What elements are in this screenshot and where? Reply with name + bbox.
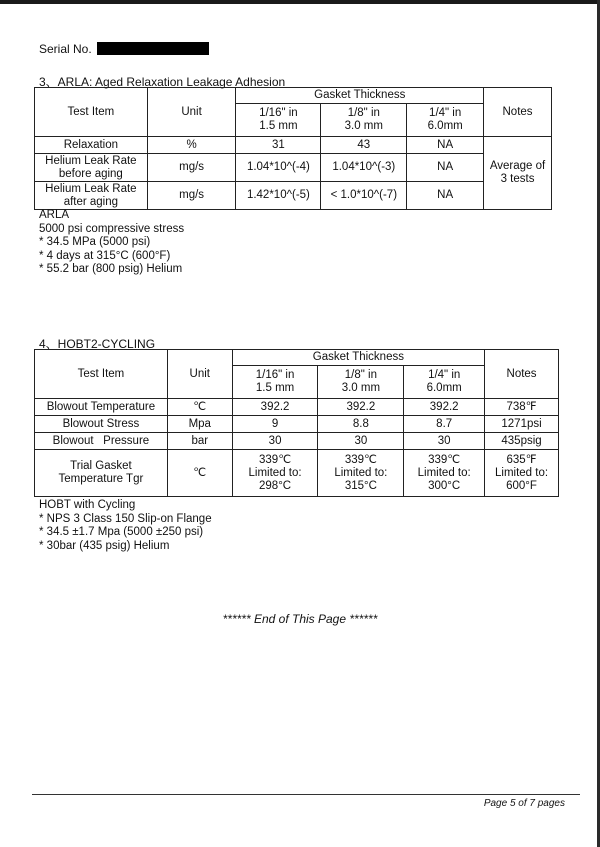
note-line: * 34.5 MPa (5000 psi) — [39, 236, 151, 248]
header-thickness-1: 1/16" in 1.5 mm — [236, 104, 321, 137]
row-item: Blowout Pressure — [35, 433, 168, 450]
footer-divider — [32, 794, 580, 795]
row-value: 31 — [236, 137, 321, 154]
section-3-heading: 3、ARLA: Aged Relaxation Leakage Adhesion — [39, 75, 286, 89]
row-value: 339℃ Limited to: 300°C — [404, 450, 485, 497]
row-value: 8.8 — [318, 416, 404, 433]
header-notes: Notes — [485, 350, 559, 399]
table-row — [35, 399, 559, 416]
header-thickness-1: 1/16" in 1.5 mm — [232, 366, 318, 399]
header-notes: Notes — [484, 88, 552, 137]
note-line: * 30bar (435 psig) Helium — [39, 539, 170, 552]
row-value: 1.04*10^(-3) — [321, 154, 407, 182]
row-value: 8.7 — [404, 416, 485, 433]
header-gasket-thickness: Gasket Thickness — [236, 88, 484, 104]
row-value: 339℃ Limited to: 298°C — [232, 450, 318, 497]
header-test-item: Test Item — [35, 350, 168, 399]
row-value: 392.2 — [232, 399, 318, 416]
row-item: Helium Leak Rate after aging — [35, 182, 148, 210]
row-value: 1.42*10^(-5) — [236, 182, 321, 210]
table-row — [35, 154, 552, 182]
row-value: 392.2 — [318, 399, 404, 416]
row-item: Helium Leak Rate before aging — [35, 154, 148, 182]
note-line: HOBT with Cycling — [39, 499, 136, 511]
note-line: * NPS 3 Class 150 Slip-on Flange — [39, 512, 212, 525]
header-thickness-2: 1/8" in 3.0 mm — [318, 366, 404, 399]
end-of-page-marker: ****** End of This Page ****** — [222, 612, 378, 626]
table-row — [35, 450, 559, 497]
header-unit: Unit — [167, 350, 232, 399]
page-number: Page 5 of 7 pages — [483, 798, 565, 809]
arla-notes — [39, 209, 184, 277]
header-thickness-2: 1/8" in 3.0 mm — [321, 104, 407, 137]
row-item: Relaxation — [35, 137, 148, 154]
table-row — [35, 433, 559, 450]
row-value: 30 — [232, 433, 318, 450]
row-note: 435psig — [485, 433, 559, 450]
row-value: 43 — [321, 137, 407, 154]
row-unit: mg/s — [147, 154, 236, 182]
serial-redaction — [97, 42, 209, 55]
row-value: 30 — [404, 433, 485, 450]
row-item: Blowout Stress — [35, 416, 168, 433]
hobt-table — [34, 349, 559, 497]
hobt-notes — [39, 499, 212, 553]
row-unit: Mpa — [167, 416, 232, 433]
row-value: 9 — [232, 416, 318, 433]
row-item: Trial Gasket Temperature Tgr — [35, 450, 168, 497]
note-line: * 4 days at 315°C (600°F) — [39, 249, 171, 262]
note-line: 5000 psi compressive stress — [39, 222, 185, 235]
note-line: ARLA — [39, 209, 70, 221]
table-row — [35, 137, 552, 154]
row-value: 1.04*10^(-4) — [236, 154, 321, 182]
serial-label: Serial No. — [39, 42, 92, 56]
row-value: 30 — [318, 433, 404, 450]
row-unit: bar — [167, 433, 232, 450]
header-test-item: Test Item — [35, 88, 148, 137]
table-row — [35, 416, 559, 433]
row-value: < 1.0*10^(-7) — [321, 182, 407, 210]
notes-average: Average of 3 tests — [484, 137, 552, 210]
row-value: NA — [407, 154, 484, 182]
row-note: 738℉ — [485, 399, 559, 416]
note-line: * 34.5 ±1.7 Mpa (5000 ±250 psi) — [39, 526, 204, 538]
header-unit: Unit — [147, 88, 236, 137]
row-note: 635℉ Limited to: 600°F — [485, 450, 559, 497]
row-unit: % — [147, 137, 236, 154]
table-row — [35, 182, 552, 210]
scan-edge-top — [0, 0, 600, 4]
header-thickness-3: 1/4" in 6.0mm — [407, 104, 484, 137]
row-value: NA — [407, 182, 484, 210]
row-value: NA — [407, 137, 484, 154]
row-note: 1271psi — [485, 416, 559, 433]
row-unit: ℃ — [167, 450, 232, 497]
row-value: 392.2 — [404, 399, 485, 416]
header-thickness-3: 1/4" in 6.0mm — [404, 366, 485, 399]
row-unit: ℃ — [167, 399, 232, 416]
arla-table — [34, 87, 552, 210]
row-item: Blowout Temperature — [35, 399, 168, 416]
row-value: 339℃ Limited to: 315°C — [318, 450, 404, 497]
note-line: * 55.2 bar (800 psig) Helium — [39, 263, 183, 275]
serial-number — [39, 42, 209, 56]
row-unit: mg/s — [147, 182, 236, 210]
section-4-heading: 4、HOBT2-CYCLING — [39, 337, 156, 351]
header-gasket-thickness: Gasket Thickness — [232, 350, 484, 366]
